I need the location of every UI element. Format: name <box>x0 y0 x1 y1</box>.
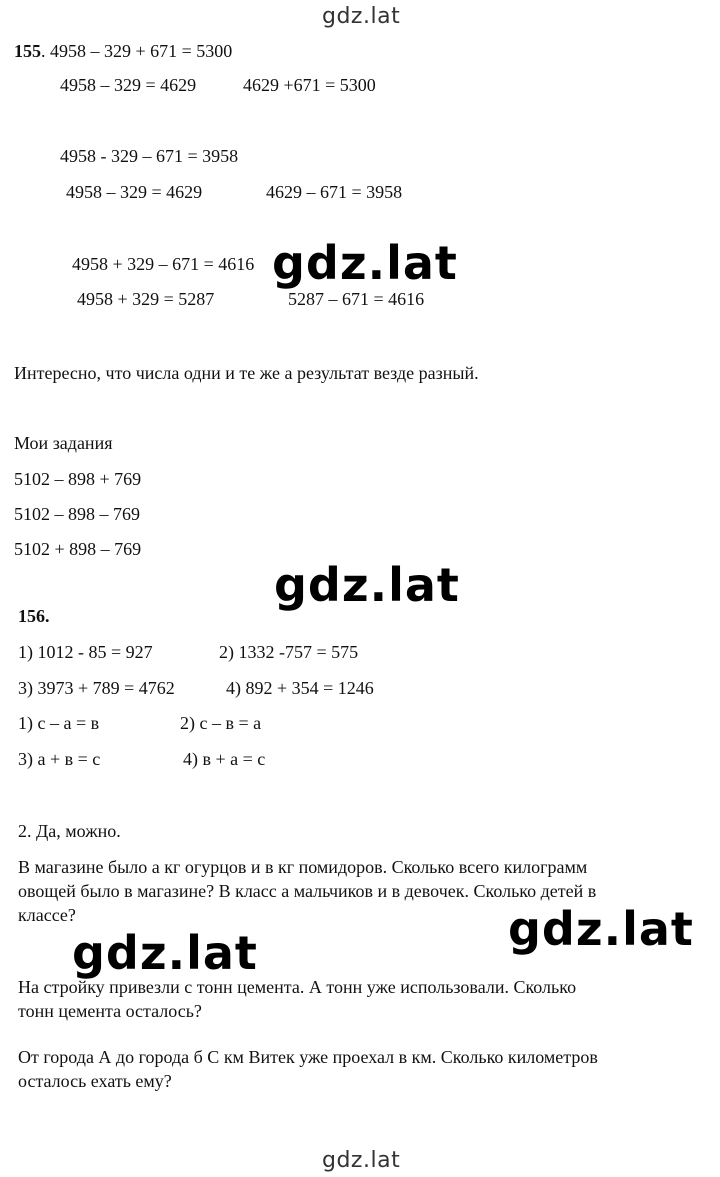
task-155-step-3b: 5287 – 671 = 4616 <box>288 289 425 309</box>
task-155-step-1a: 4958 – 329 = 4629 <box>60 75 197 95</box>
task-156-paragraph-1-line-2: овощей было в магазине? В класс а мальчиков и в девочек. Сколько детей в <box>18 881 597 901</box>
task-156-paragraph-2-line-2: тонн цемента осталось? <box>18 1001 202 1021</box>
task-155-expression-3: 4958 + 329 – 671 = 4616 <box>72 254 255 274</box>
task-156-paragraph-3-line-2: осталось ехать ему? <box>18 1071 172 1091</box>
my-task-1: 5102 – 898 + 769 <box>14 469 142 489</box>
task-156-row-3a: 1) с – а = в <box>18 713 100 733</box>
watermark-big-1: gdz.lat <box>272 236 458 290</box>
watermark-big-4: gdz.lat <box>72 926 258 980</box>
task-155-number: 155 <box>14 41 41 61</box>
watermark-bottom: gdz.lat <box>322 1148 401 1173</box>
my-task-2: 5102 – 898 – 769 <box>14 504 140 524</box>
task-155-step-2a: 4958 – 329 = 4629 <box>66 182 203 202</box>
task-156-paragraph-1-line-1: В магазине было а кг огурцов и в кг помидоров. Сколько всего килограмм <box>18 857 588 877</box>
task-155-line-1 <box>14 40 232 62</box>
task-156-paragraph-1-line-3: классе? <box>18 905 76 925</box>
task-156-paragraph-2-line-1: На стройку привезли с тонн цемента. А тонн уже использовали. Сколько <box>18 977 577 997</box>
task-155-expression-1: . 4958 – 329 + 671 = 5300 <box>41 41 233 61</box>
task-156-row-4b: 4) в + а = с <box>183 749 266 769</box>
my-tasks-title: Мои задания <box>14 433 113 453</box>
task-156-number: 156. <box>18 606 50 626</box>
watermark-top: gdz.lat <box>322 4 401 29</box>
task-156-row-4a: 3) а + в = с <box>18 749 101 769</box>
task-155-step-3a: 4958 + 329 = 5287 <box>77 289 215 309</box>
my-task-3: 5102 + 898 – 769 <box>14 539 142 559</box>
task-155-step-1b: 4629 +671 = 5300 <box>243 75 376 95</box>
task-155-step-2b: 4629 – 671 = 3958 <box>266 182 403 202</box>
task-156-row-2b: 4) 892 + 354 = 1246 <box>226 678 374 698</box>
task-156-row-1b: 2) 1332 -757 = 575 <box>219 642 359 662</box>
task-156-row-3b: 2) с – в = а <box>180 713 262 733</box>
task-156-row-1a: 1) 1012 - 85 = 927 <box>18 642 153 662</box>
task-156-paragraph-3-line-1: От города А до города б С км Витек уже проехал в км. Сколько километров <box>18 1047 598 1067</box>
watermark-big-3: gdz.lat <box>508 902 694 956</box>
watermark-big-2: gdz.lat <box>274 558 460 612</box>
task-155-expression-2: 4958 - 329 – 671 = 3958 <box>60 146 239 166</box>
task-155-note: Интересно, что числа одни и те же а результат везде разный. <box>14 363 479 383</box>
task-156-answer: 2. Да, можно. <box>18 821 121 841</box>
task-156-row-2a: 3) 3973 + 789 = 4762 <box>18 678 175 698</box>
